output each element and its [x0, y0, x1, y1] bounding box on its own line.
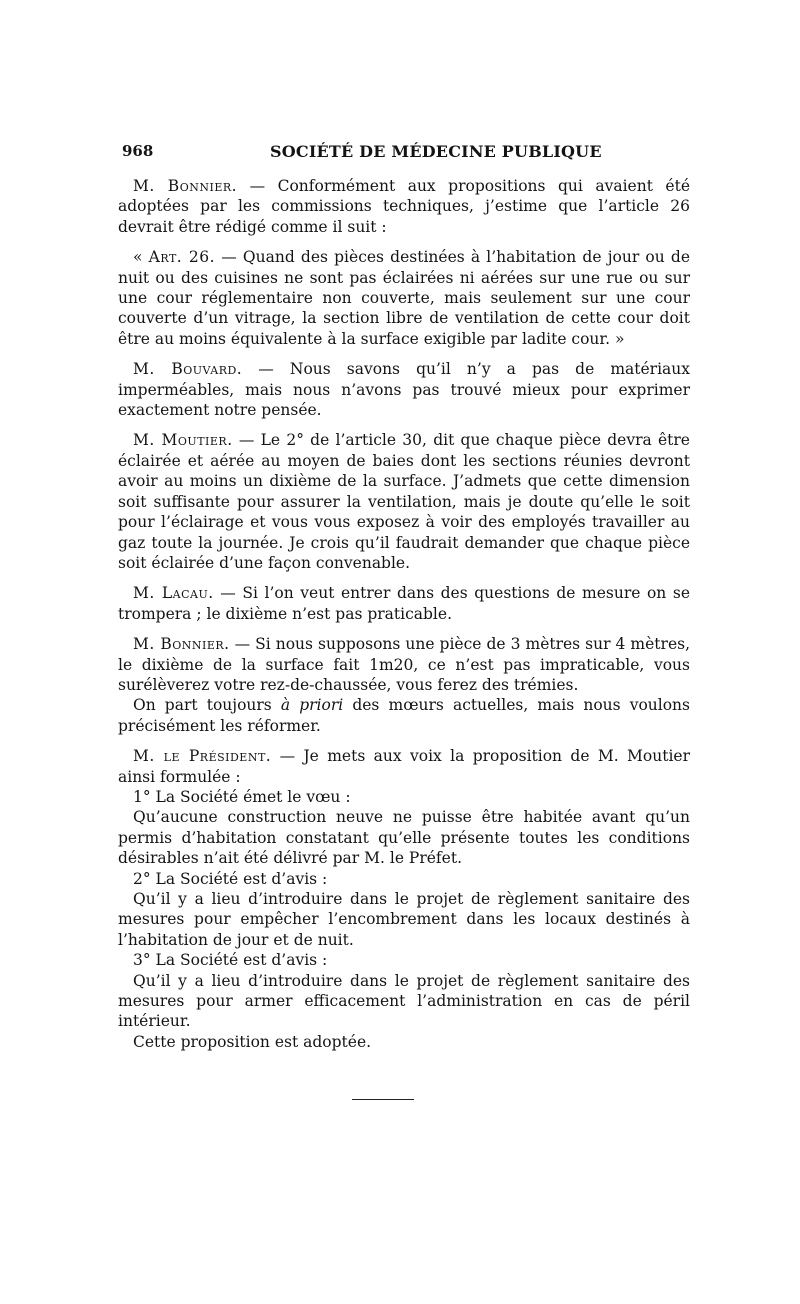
speaker-name: M. Bonnier.: [133, 177, 238, 195]
paragraph-article-26: [118, 247, 690, 349]
paragraph-text: — Je mets aux voix la proposition de M. Moutier ainsi formulée :: [118, 747, 690, 786]
paragraph-bouvard: [118, 359, 690, 420]
proposal-text-3: Qu’il y a lieu d’introduire dans le projet de règlement sanitaire des mesures pour armer efficacement l’administration en cas de péril intérieur.: [118, 971, 690, 1031]
page-number: 968: [122, 142, 154, 160]
paragraph-bonnier-2: [118, 634, 690, 695]
proposal-item-3: 3° La Société est d’avis :: [133, 951, 328, 970]
proposal-item-1: 1° La Société émet le vœu :: [133, 787, 351, 806]
paragraph-text: — Quand des pièces destinées à l’habitation de jour ou de nuit ou des cuisines ne sont pas éclairées ni aérées sur une rue ou sur une cour réglementaire non couverte, mais seulement sur une cour couverte d’un vitrage, la section libre de ventilation de cette cour doit être au moins équivalente à la surface exigible par ladite cour. »: [118, 248, 690, 348]
body-text: [118, 176, 690, 1052]
paragraph-a-priori: [118, 695, 690, 736]
proposal-text-1: Qu’aucune construction neuve ne puisse être habitée avant qu’un permis d’habitation constatant qu’elle présente toutes les conditions désirables n’ait été délivré par M. le Préfet.: [118, 808, 690, 868]
speaker-name: M. Lacau.: [133, 584, 214, 603]
proposal-item-2: 2° La Société est d’avis :: [133, 869, 328, 888]
paragraph-text: — Le 2° de l’article 30, dit que chaque pièce devra être éclairée et aérée au moyen de baies dont les sections réunies devront avoir au moins un dixième de la surface. J’admets que cette dimension soit suffisante pour assurer la ventilation, mais je doute qu’elle le soit pour l’éclairage et vous vous exposez à voir des employés travailler au gaz toute la journée. Je crois qu’il faudrait demander que chaque pièce soit éclairée d’une façon convenable.: [118, 431, 690, 572]
paragraph-moutier: [118, 430, 690, 573]
article-label: Art. 26.: [148, 248, 216, 267]
paragraph-text: — Conformément aux propositions qui avaient été adoptées par les commissions techniques, j’estime que l’article 26 devrait être rédigé comme il suit :: [118, 177, 691, 236]
adoption-statement: Cette proposition est adoptée.: [133, 1032, 372, 1051]
speaker-name: M. Bonnier.: [133, 635, 230, 654]
paragraph-text: On part toujours: [133, 696, 281, 715]
paragraph-president: [118, 746, 690, 787]
running-header: [120, 142, 690, 164]
paragraph-text: — Si nous supposons une pièce de 3 mètres sur 4 mètres, le dixième de la surface fait 1m20, ce n’est pas impraticable, vous surélèverez votre rez-de-chaussée, vous ferez des trémies.: [118, 635, 690, 694]
paragraph-text: — Nous savons qu’il n’y a pas de matériaux imperméables, mais nous n’avons pas trouvé mieux pour exprimer exactement notre pensée.: [118, 360, 691, 420]
paragraph-bonnier-1: [118, 176, 690, 237]
open-quote: «: [133, 248, 149, 267]
paragraph-text: des mœurs actuelles, mais nous voulons précisément les réformer.: [118, 696, 690, 735]
running-title: SOCIÉTÉ DE MÉDECINE PUBLIQUE: [270, 142, 602, 161]
speaker-name: M. Moutier.: [133, 431, 233, 450]
paragraph-text: — Si l’on veut entrer dans des questions de mesure on se trompera ; le dixième n’est pas praticable.: [118, 584, 690, 623]
speaker-name: M. le Président.: [133, 747, 272, 766]
italic-phrase: à priori: [280, 696, 344, 715]
speaker-name: M. Bouvard.: [133, 360, 243, 379]
closing-rule: [352, 1099, 414, 1100]
proposal-text-2: Qu’il y a lieu d’introduire dans le projet de règlement sanitaire des mesures pour empêcher l’encombrement dans les locaux destinés à l’habitation de jour et de nuit.: [118, 890, 690, 949]
paragraph-lacau: [118, 583, 690, 624]
